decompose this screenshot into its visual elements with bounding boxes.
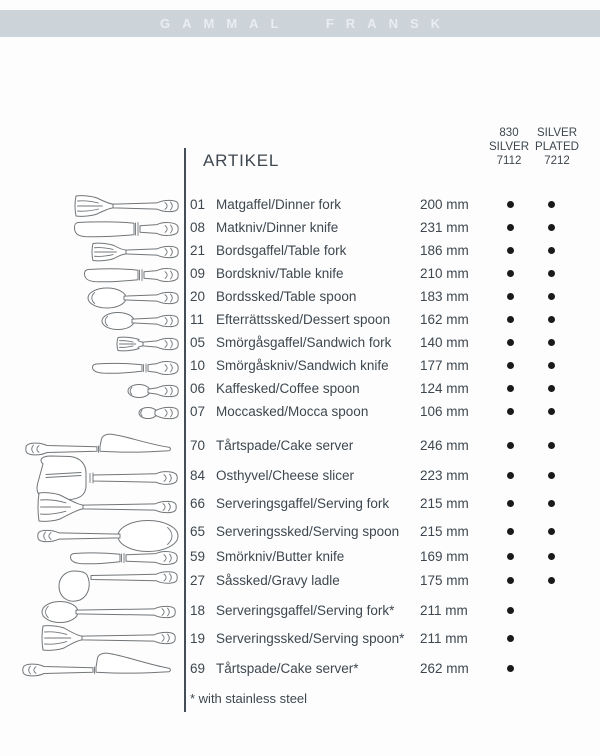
cell-silver-plated [543,339,559,346]
cell-silver-plated [543,553,559,560]
serving-fork-steel-illustration [42,626,175,651]
article-name: Tårtspade/Cake server* [216,661,359,676]
article-name: Bordsgaffel/Table fork [216,243,347,258]
article-name: Osthyvel/Cheese slicer [216,468,355,483]
article-name: Smörgåsgaffel/Sandwich fork [216,335,392,350]
coffee-spoon-illustration [128,385,178,398]
article-size: 124 mm [420,381,469,396]
table-row [188,243,594,261]
butter-knife-illustration [71,552,178,565]
article-size: 246 mm [420,438,469,453]
cell-830-silver [502,408,518,415]
article-name: Serveringssked/Serving spoon [216,524,400,539]
table-row [188,220,594,238]
article-size: 223 mm [420,468,469,483]
cell-silver-plated [543,528,559,535]
article-name: Efterrättssked/Dessert spoon [216,312,391,327]
table-row [188,468,594,486]
column-header-line: SILVER [536,127,578,139]
article-number: 69 [190,661,206,676]
column-header-line: 7212 [544,155,570,167]
cell-silver-plated [543,247,559,254]
cell-830-silver [502,247,518,254]
article-size: 215 mm [420,524,469,539]
availability-dot [548,224,555,231]
availability-dot [548,408,555,415]
cell-830-silver [502,577,518,584]
table-row [188,335,594,353]
cell-830-silver [502,224,518,231]
cell-830-silver [502,442,518,449]
availability-dot [548,385,555,392]
cell-830-silver [502,270,518,277]
article-name: Serveringsgaffel/Serving fork [216,496,390,511]
cheese-slicer-illustration [37,456,177,500]
column-header-line: SILVER [488,141,530,153]
table-fork-illustration [92,243,178,261]
availability-dot [507,270,514,277]
article-size: 210 mm [420,266,469,281]
availability-dot [507,607,514,614]
availability-dot [507,553,514,560]
dessert-spoon-illustration [102,313,178,330]
availability-dot [548,553,555,560]
cell-830-silver [502,316,518,323]
article-name: Kaffesked/Coffee spoon [216,381,360,396]
serving-spoon-illustration [38,521,178,552]
gravy-ladle-illustration [59,571,177,601]
article-name: Serveringssked/Serving spoon* [216,631,405,646]
availability-dot [548,362,555,369]
table-row [188,603,594,621]
column-header-silver-plated [524,126,590,168]
availability-dot [548,339,555,346]
cell-silver-plated [543,224,559,231]
article-size: 211 mm [420,631,468,646]
cell-silver-plated [543,316,559,323]
table-row [188,438,594,456]
availability-dot [548,293,555,300]
table-divider-line [184,148,186,712]
availability-dot [507,408,514,415]
availability-dot [507,316,514,323]
article-name: Smörgåskniv/Sandwich knife [216,358,389,373]
serving-fork-illustration [38,493,176,522]
dinner-knife-illustration [75,222,179,237]
article-size: 177 mm [420,358,469,373]
availability-dot [507,665,514,672]
dinner-fork-illustration [75,196,178,217]
cell-830-silver [502,362,518,369]
table-row [188,381,594,399]
cell-silver-plated [543,270,559,277]
article-number: 65 [190,524,206,539]
availability-dot [548,577,555,584]
article-name: Tårtspade/Cake server [216,438,354,453]
cell-830-silver [502,385,518,392]
table-row [188,404,594,422]
article-size: 106 mm [420,404,469,419]
mocca-spoon-illustration [139,407,178,418]
cell-silver-plated [543,577,559,584]
cell-830-silver [502,553,518,560]
table-knife-illustration [85,269,179,282]
article-number: 07 [190,404,206,419]
article-size: 183 mm [420,289,469,304]
availability-dot [507,247,514,254]
cell-silver-plated [543,408,559,415]
cell-830-silver [502,339,518,346]
availability-dot [507,385,514,392]
availability-dot [507,500,514,507]
article-name: Såssked/Gravy ladle [216,573,340,588]
cell-830-silver [502,635,518,642]
table-row [188,524,594,542]
availability-dot [507,577,514,584]
table-row [188,312,594,330]
cell-830-silver [502,500,518,507]
article-size: 162 mm [420,312,469,327]
availability-dot [548,270,555,277]
article-name: Bordssked/Table spoon [216,289,357,304]
availability-dot [507,442,514,449]
article-size: 200 mm [420,197,469,212]
article-number: 01 [190,197,206,212]
article-number: 10 [190,358,206,373]
availability-dot [507,201,514,208]
table-header-artikel: ARTIKEL [203,151,280,170]
article-size: 169 mm [420,549,469,564]
availability-dot [507,362,514,369]
cell-silver-plated [543,472,559,479]
article-number: 84 [190,468,206,483]
cell-silver-plated [543,442,559,449]
cell-silver-plated [543,293,559,300]
article-number: 05 [190,335,206,350]
article-size: 231 mm [420,220,469,235]
article-name: Matkniv/Dinner knife [216,220,339,235]
article-number: 11 [190,312,205,327]
cell-silver-plated [543,362,559,369]
sandwich-fork-illustration [117,337,178,351]
cell-silver-plated [543,385,559,392]
table-row [188,631,594,649]
article-number: 06 [190,381,206,396]
article-number: 09 [190,266,206,281]
availability-dot [548,247,555,254]
article-number: 20 [190,289,206,304]
availability-dot [507,293,514,300]
article-size: 262 mm [420,661,469,676]
article-number: 18 [190,603,206,618]
article-number: 27 [190,573,206,588]
article-number: 70 [190,438,206,453]
availability-dot [548,442,555,449]
cell-830-silver [502,201,518,208]
cell-830-silver [502,293,518,300]
availability-dot [507,339,514,346]
serving-spoon-steel-illustration [42,602,175,623]
table-row [188,289,594,307]
availability-dot [548,500,555,507]
availability-dot [507,635,514,642]
table-row [188,358,594,376]
cutlery-illustrations [0,0,190,756]
article-number: 66 [190,496,206,511]
cell-830-silver [502,472,518,479]
availability-dot [507,224,514,231]
table-row [188,496,594,514]
availability-dot [548,472,555,479]
article-name: Matgaffel/Dinner fork [216,197,342,212]
article-name: Smörkniv/Butter knife [216,549,345,564]
cell-830-silver [502,528,518,535]
table-row [188,661,594,679]
article-size: 175 mm [420,573,469,588]
cake-server-steel-illustration [23,653,171,676]
table-spoon-illustration [88,288,178,308]
cell-silver-plated [543,500,559,507]
article-number: 19 [190,631,206,646]
article-size: 211 mm [420,603,468,618]
table-row [188,573,594,591]
article-number: 08 [190,220,206,235]
column-header-line: PLATED [535,141,579,153]
cake-server-illustration [26,434,171,455]
cell-silver-plated [543,201,559,208]
article-number: 21 [190,243,206,258]
availability-dot [507,472,514,479]
availability-dot [548,316,555,323]
table-row [188,266,594,284]
article-number: 59 [190,549,206,564]
column-header-line: 830 [499,127,519,139]
article-size: 215 mm [420,496,469,511]
article-name: Bordskniv/Table knife [216,266,344,281]
stainless-steel-footnote: * with stainless steel [190,691,308,706]
collection-title: GAMMAL FRANSK [159,16,453,31]
availability-dot [548,201,555,208]
cell-830-silver [502,607,518,614]
availability-dot [507,528,514,535]
table-row [188,197,594,215]
cell-830-silver [502,665,518,672]
article-size: 140 mm [420,335,469,350]
article-name: Moccasked/Mocca spoon [216,404,369,419]
table-row [188,549,594,567]
column-header-line: 7112 [496,155,522,167]
availability-dot [548,528,555,535]
sandwich-knife-illustration [93,362,179,375]
article-name: Serveringsgaffel/Serving fork* [216,603,395,618]
article-size: 186 mm [420,243,469,258]
